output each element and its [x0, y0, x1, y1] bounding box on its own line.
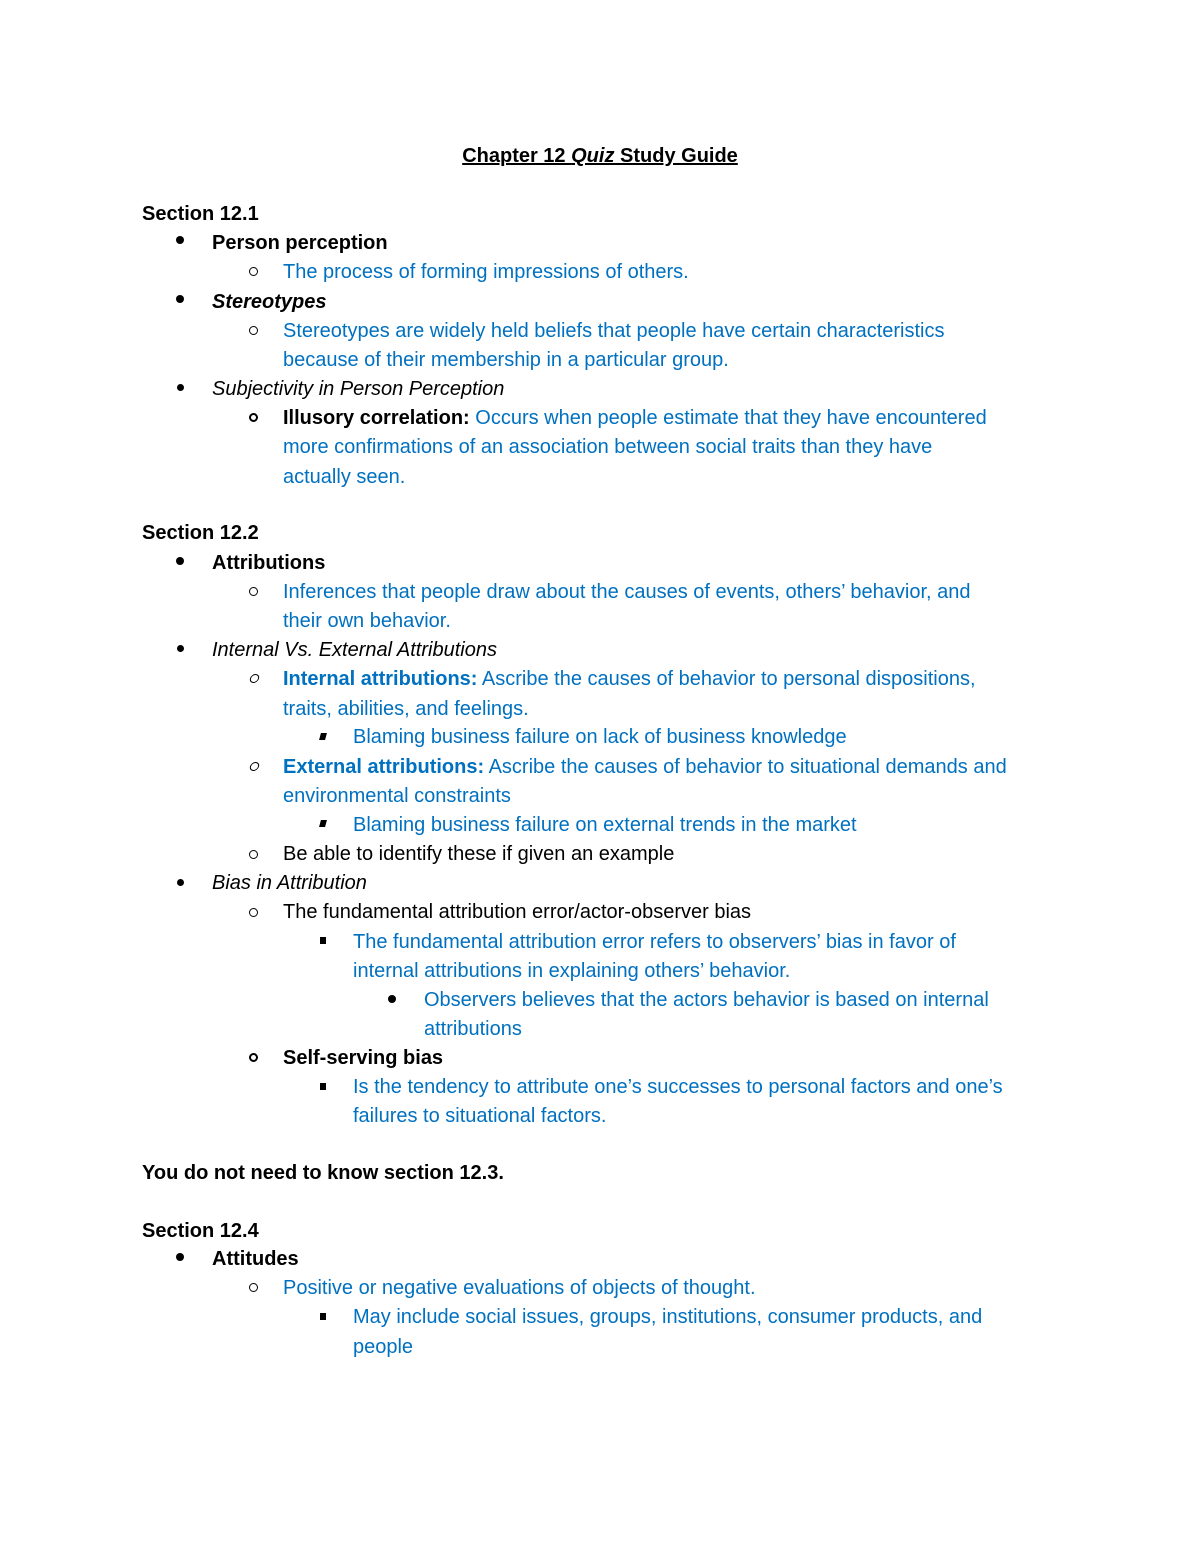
square-bullet-icon: [320, 937, 326, 944]
self-serving-def-line-2: failures to situational factors.: [353, 1105, 607, 1127]
observers-line-1: Observers believes that the actors behavior is based on internal: [424, 989, 989, 1011]
term-person-perception: Person perception: [212, 232, 388, 254]
attitudes-include-line-2: people: [353, 1336, 414, 1358]
definition-attributions-line-2: their own behavior.: [283, 610, 451, 632]
hollow-bullet-icon: [249, 587, 258, 596]
term-attributions: Attributions: [212, 552, 326, 574]
section-12-3-note: You do not need to know section 12.3.: [142, 1162, 504, 1184]
internal-example: Blaming business failure on lack of business knowledge: [353, 726, 847, 748]
external-attributions-line-1: [283, 755, 1007, 779]
hollow-bullet-icon: [249, 850, 258, 859]
external-attributions-line-2: environmental constraints: [283, 785, 511, 807]
section-12-4-heading: Section 12.4: [142, 1220, 259, 1242]
bullet-icon: [176, 1253, 184, 1261]
external-attributions-label: External attributions:: [283, 756, 485, 778]
square-bullet-icon: [320, 1313, 326, 1320]
definition-stereotypes-line-1: Stereotypes are widely held beliefs that people have certain characteristics: [283, 320, 945, 342]
attitudes-definition: Positive or negative evaluations of objects of thought.: [283, 1277, 756, 1299]
title-italic: Quiz: [571, 145, 615, 167]
hollow-bullet-icon: [249, 762, 260, 771]
hollow-bullet-icon: [249, 267, 258, 276]
internal-attributions-def-1: Ascribe the causes of behavior to personal dispositions,: [481, 668, 976, 690]
bullet-icon: [176, 236, 184, 244]
bullet-icon: [388, 995, 396, 1003]
illusory-correlation-line-3: actually seen.: [283, 466, 406, 488]
observers-line-2: attributions: [424, 1018, 522, 1040]
hollow-bullet-icon: [249, 1283, 258, 1292]
section-12-1-heading: Section 12.1: [142, 203, 259, 225]
attitudes-include-line-1: May include social issues, groups, institutions, consumer products, and: [353, 1306, 983, 1328]
section-12-2-heading: Section 12.2: [142, 522, 259, 544]
bullet-icon: [177, 384, 184, 391]
definition-stereotypes-line-2: because of their membership in a particular group.: [283, 349, 729, 371]
identify-note: Be able to identify these if given an example: [283, 843, 675, 865]
square-bullet-icon: [319, 820, 327, 827]
fae-definition-line-1: The fundamental attribution error refers to observers’ bias in favor of: [353, 931, 956, 953]
internal-attributions-label: Internal attributions:: [283, 668, 478, 690]
illusory-correlation-label: Illusory correlation:: [283, 407, 470, 429]
self-serving-def-line-1: Is the tendency to attribute one’s successes to personal factors and one’s: [353, 1076, 1003, 1098]
external-example: Blaming business failure on external trends in the market: [353, 814, 857, 836]
illusory-correlation-def-1: Occurs when people estimate that they have encountered: [475, 407, 987, 429]
bullet-icon: [177, 645, 184, 652]
term-internal-vs-external: Internal Vs. External Attributions: [212, 639, 497, 661]
fae-definition-line-2: internal attributions in explaining others’ behavior.: [353, 960, 791, 982]
bullet-icon: [177, 879, 184, 886]
hollow-bullet-icon: [249, 413, 258, 422]
internal-attributions-line-2: traits, abilities, and feelings.: [283, 698, 529, 720]
title-suffix: Study Guide: [614, 145, 738, 167]
term-attitudes: Attitudes: [212, 1248, 299, 1270]
bullet-icon: [176, 557, 184, 565]
title-prefix: Chapter 12: [462, 145, 572, 167]
illusory-correlation-line-2: more confirmations of an association between social traits than they have: [283, 436, 933, 458]
hollow-bullet-icon: [249, 908, 258, 917]
fundamental-attribution-error: The fundamental attribution error/actor-observer bias: [283, 901, 752, 923]
definition-attributions-line-1: Inferences that people draw about the causes of events, others’ behavior, and: [283, 581, 971, 603]
hollow-bullet-icon: [249, 1053, 258, 1062]
term-bias-in-attribution: Bias in Attribution: [212, 872, 367, 894]
page-title: [0, 144, 1200, 168]
square-bullet-icon: [319, 733, 327, 740]
internal-attributions-line-1: [283, 667, 976, 691]
bullet-icon: [176, 295, 184, 303]
term-subjectivity: Subjectivity in Person Perception: [212, 378, 505, 400]
definition-person-perception: The process of forming impressions of others.: [283, 261, 689, 283]
square-bullet-icon: [320, 1083, 326, 1090]
term-stereotypes: Stereotypes: [212, 291, 327, 313]
external-attributions-def-1: Ascribe the causes of behavior to situational demands and: [488, 756, 1007, 778]
illusory-correlation-line-1: [283, 406, 987, 430]
term-self-serving-bias: Self-serving bias: [283, 1047, 444, 1069]
hollow-bullet-icon: [249, 326, 258, 335]
hollow-bullet-icon: [249, 674, 260, 683]
